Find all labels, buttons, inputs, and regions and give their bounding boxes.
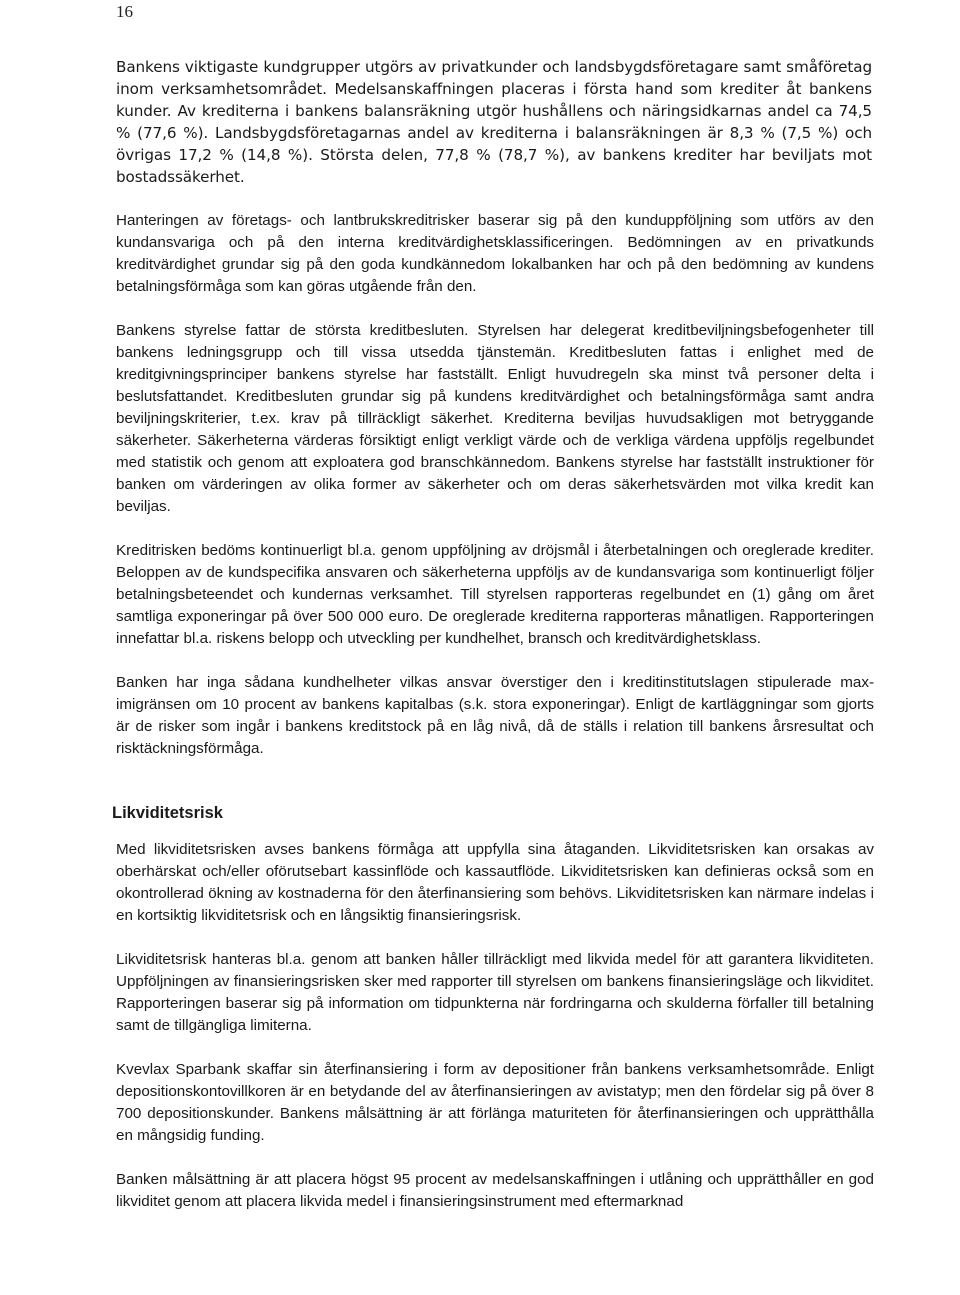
paragraph-credit-monitoring: Kreditrisken bedöms kontinuerligt bl.a. genom uppföljning av dröjsmål i återbetalningen och oreglerade krediter. Beloppen av de kundspecifika ansvaren och säkerheterna uppföljs av de kundansvariga som kontinuerligt följer betalningsbeteendet och kundernas verksamhet. Till styrelsen rapporteras regelbundet en (1) gång om året samtliga exponeringar på över 500 000 euro. De oreglerade krediterna rapporteras månatligen. Rapporteringen innefattar bl.a. riskens belopp och utveckling per kundhelhet, bransch och kreditvärdighetsklass. [116,542,874,647]
paragraph-lending-target: Banken målsättning är att placera högst 95 procent av medelsanskaffningen i utlåning och upprätthåller en god likviditet genom att placera likvida medel i finansieringsinstrument med eftermarknad [116,1171,874,1210]
section-heading: Likviditetsrisk [112,804,223,822]
liquidity-risk-section [112,804,874,1213]
paragraph-customer-groups: Bankens viktigaste kundgrupper utgörs av privatkunder och landsbygdsföretagare samt småföretag inom verksamhetsområdet. Medelsanskaffningen placeras i första hand som krediter åt bankens kunder. Av krediterna i bankens balansräkning utgör hushållens och näringsidkarnas andel ca 74,5 % (77,6 %). Landsbygdsföretagarnas andel av krediterna i balansräkningen är 8,3 % (7,5 %) och övrigas 17,2 % (14,8 %). Största delen, 77,8 % (78,7 %), av bankens krediter har beviljats mot bostadssäkerhet. [116,58,872,186]
paragraph-credit-decisions: Bankens styrelse fattar de största kreditbesluten. Styrelsen har delegerat kreditbeviljningsbefogenheter till bankens ledningsgrupp och till vissa utsedda tjänstemän. Kreditbesluten fattas i enlighet med de kreditgivningsprinciper bankens styrelse har fastställt. Enligt huvudregeln ska minst två personer delta i beslutsfattandet. Kreditbesluten grundar sig på kundens kreditvärdighet och betalningsförmåga samt andra beviljningskriterier, t.ex. krav på tillräckligt säkerhet. Krediterna beviljas huvudsakligen mot betryggande säkerheter. Säkerheterna värderas försiktigt enligt verkligt värde och de verkliga värdena uppföljs regelbundet med statistik och genom att exploatera god branschkännedom. Bankens styrelse har fastställt instruktioner för banken om värderingen av olika former av säkerheter och om deras säkerhetsvärden mot vilka kredit kan beviljas. [116,322,874,515]
paragraph-liquidity-definition: Med likviditetsrisken avses bankens förmåga att uppfylla sina åtaganden. Likviditetsrisken kan orsakas av oberhärskat och/eller oförutsebart kassinflöde och kassautflöde. Likviditetsrisken kan definieras också som en okontrollerad ökning av kostnaderna för den återfinansiering som behövs. Likviditetsrisken kan närmare indelas i en kortsiktig likviditetsrisk och en långsiktig finansieringsrisk. [116,841,874,924]
page-number: 16 [116,2,133,21]
document-body [112,56,874,1213]
paragraph-liquidity-handling: Likviditetsrisk hanteras bl.a. genom att banken håller tillräckligt med likvida medel för att garantera likviditeten. Uppföljningen av finansieringsrisken sker med rapporter till styrelsen om bankens finansieringsläge och likviditet. Rapporteringen baserar sig på information om tidpunkterna när fordringarna och skulderna förfaller till betalning samt de tillgängliga limiterna. [116,951,874,1034]
credit-risk-section [116,56,874,760]
paragraph-large-exposures: Banken har inga sådana kundhelheter vilkas ansvar överstiger den i kreditinstitutslagen stipulerade maximigränsen om 10 procent av bankens kapitalbas (s.k. stora exponeringar). Enligt de kartläggningar som gjorts är de risker som ingår i bankens kreditstock på en låg nivå, då de ställs i relation till bankens årsresultat och risktäckningsförmåga. [116,674,874,757]
paragraph-refinancing: Kvevlax Sparbank skaffar sin återfinansiering i form av depositioner från bankens verksamhetsområde. Enligt depositionskontovillkoren är en betydande del av återfinansieringen av avistatyp; men den fördelar sig på över 8 700 depositionskunder. Bankens målsättning är att förlänga maturiteten för återfinansieringen och upprätthålla en mångsidig funding. [116,1061,874,1144]
paragraph-risk-handling: Hanteringen av företags- och lantbrukskreditrisker baserar sig på den kunduppföljning som utförs av den kundansvariga och på den interna kreditvärdighetsklassificeringen. Bedömningen av en privatkunds kreditvärdighet grundar sig på den goda kundkännedom lokalbanken har och på den bedömning av kundens betalningsförmåga som kan göras utgående från den. [116,212,874,295]
